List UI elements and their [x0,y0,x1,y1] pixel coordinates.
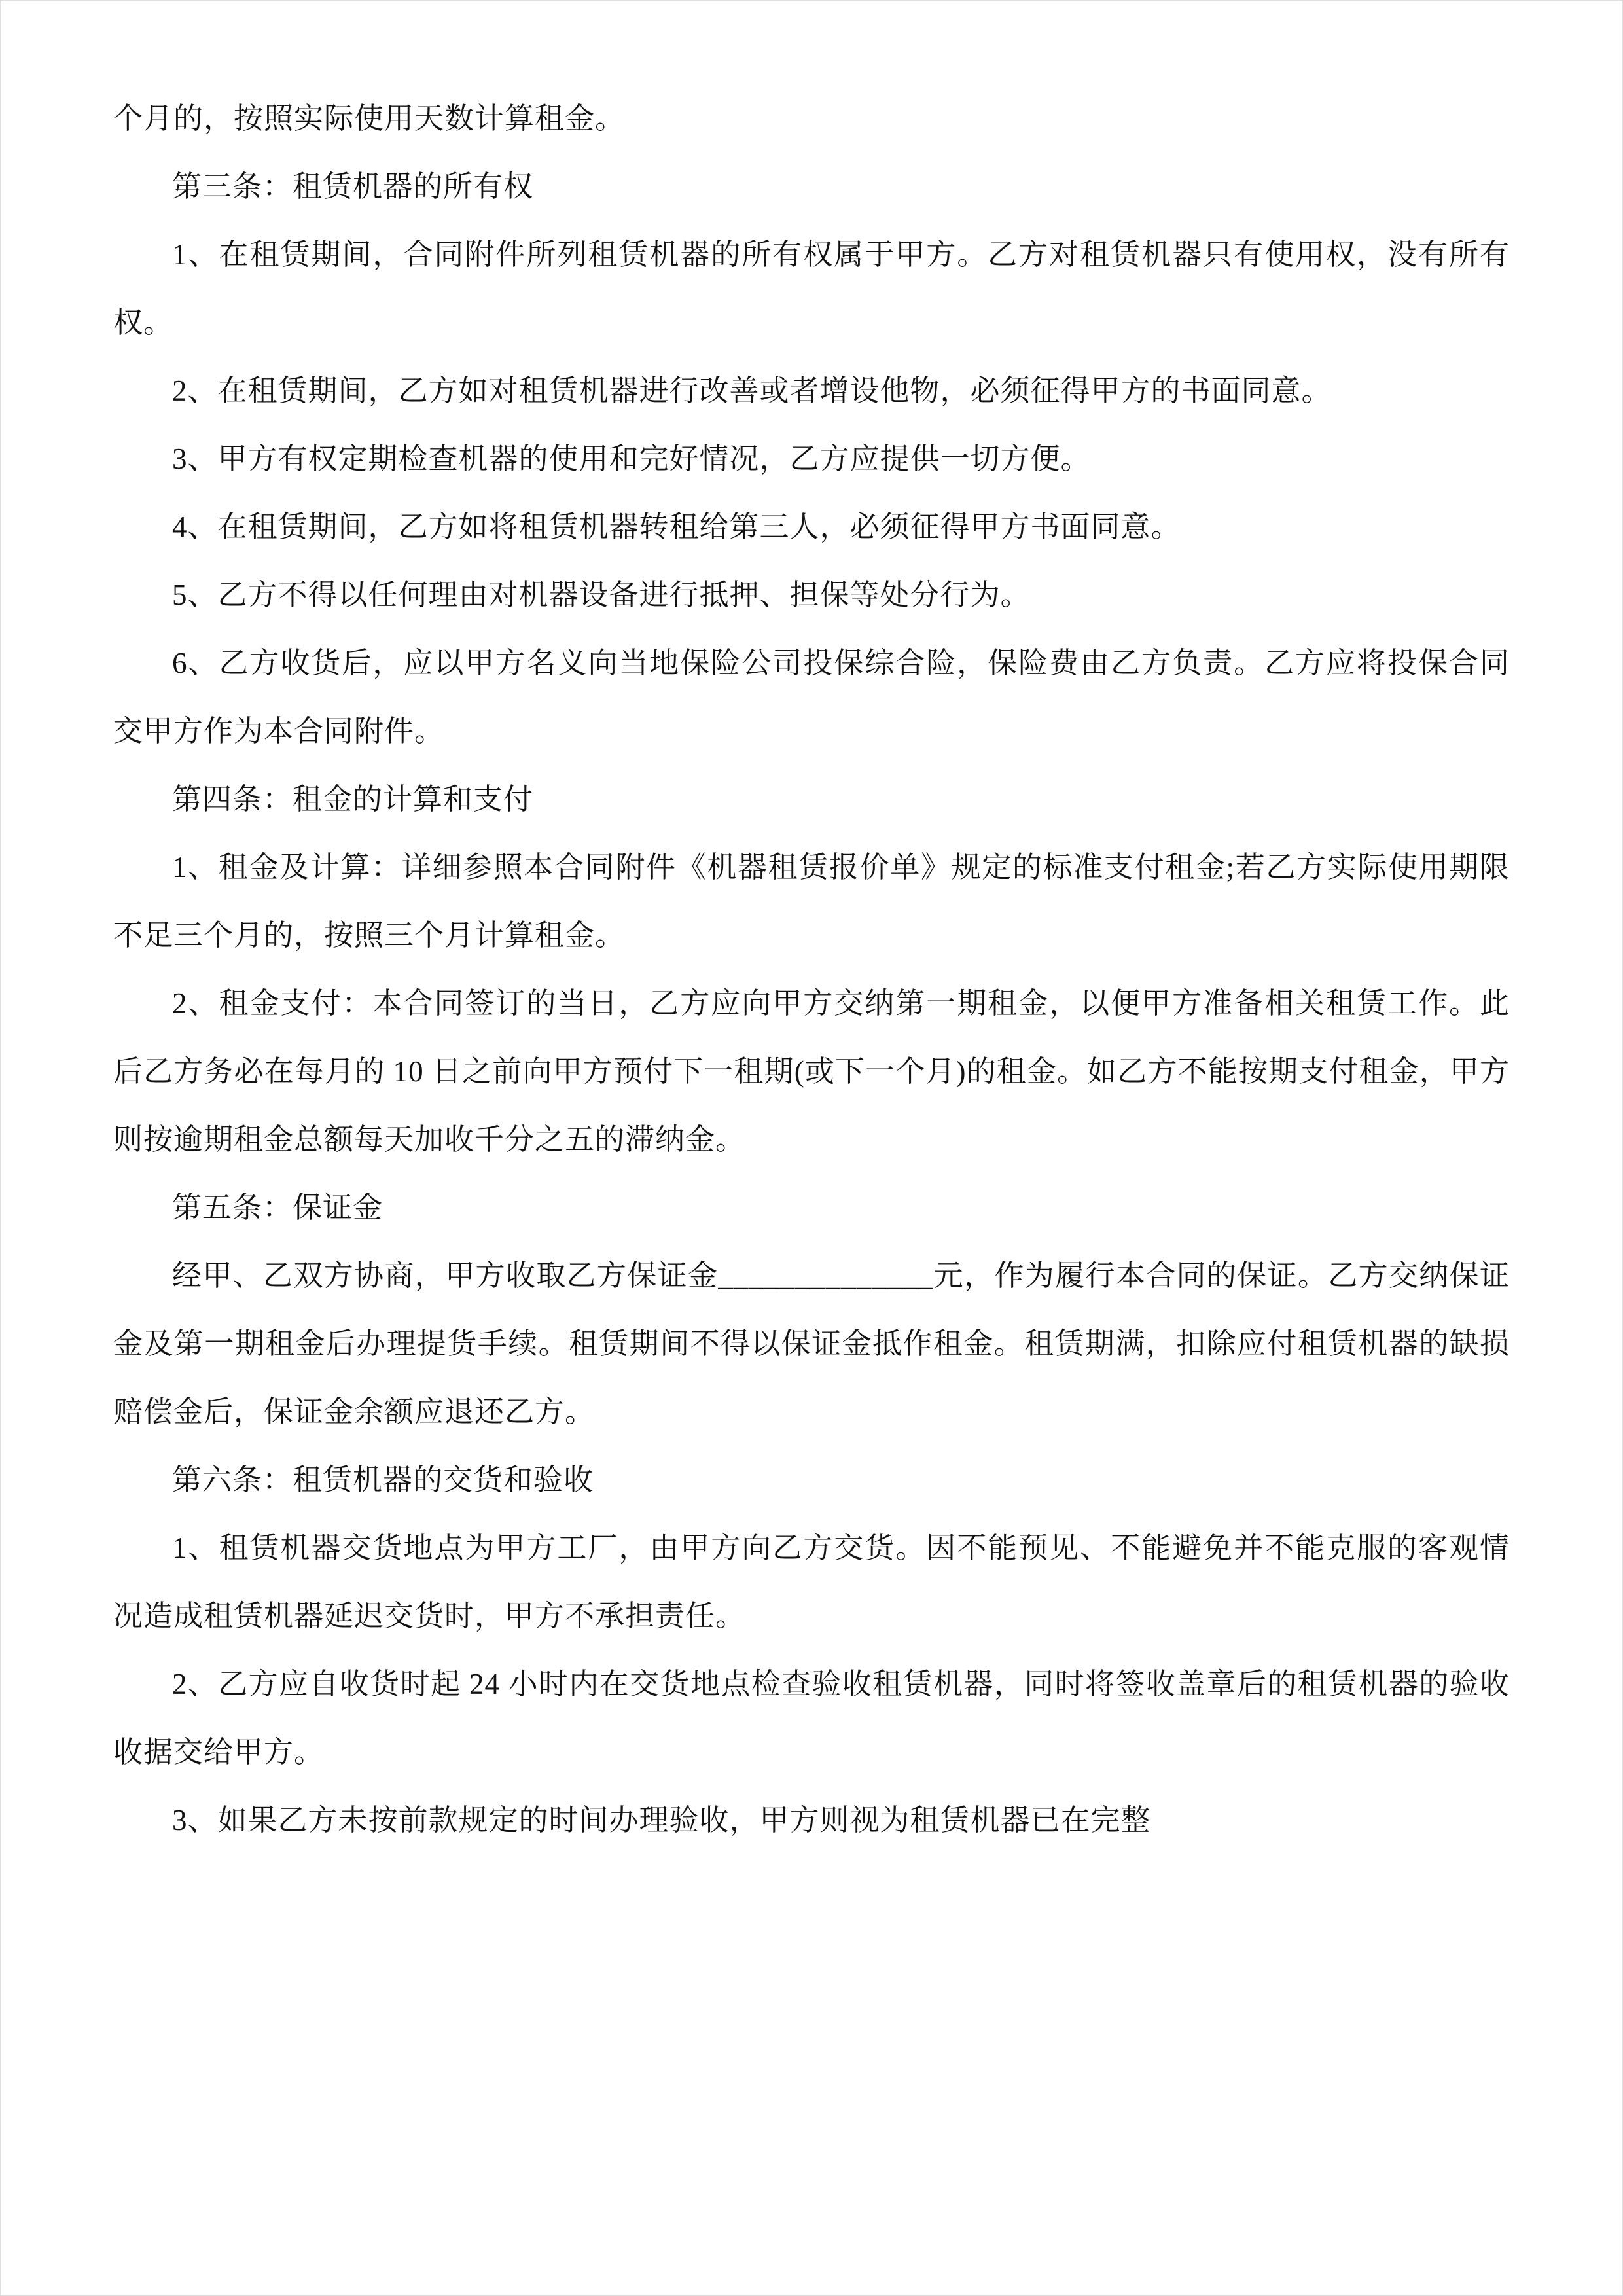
contract-paragraph: 2、乙方应自收货时起 24 小时内在交货地点检查验收租赁机器，同时将签收盖章后的租赁机器的验收收据交给甲方。 [113,1668,1510,1768]
section-heading-article-6: 第六条：租赁机器的交货和验收 [172,1463,594,1496]
contract-paragraph: 3、甲方有权定期检查机器的使用和完好情况，乙方应提供一切方便。 [172,442,1091,475]
contract-paragraph: 5、乙方不得以任何理由对机器设备进行抵押、担保等处分行为。 [172,579,1031,611]
contract-paragraph-continuation: 个月的，按照实际使用天数计算租金。 [113,102,626,135]
contract-paragraph-with-blank-field: 经甲、乙双方协商，甲方收取乙方保证金______________元，作为履行本合同的保证。乙方交纳保证金及第一期租金后办理提货手续。租赁期间不得以保证金抵作租金。租赁期满，扣除应付租赁机器的缺损赔偿金后，保证金余额应退还乙方。 [113,1259,1510,1428]
contract-paragraph: 3、如果乙方未按前款规定的时间办理验收，甲方则视为租赁机器已在完整 [172,1804,1151,1837]
contract-paragraph: 2、租金支付：本合同签订的当日，乙方应向甲方交纳第一期租金，以便甲方准备相关租赁工作。此后乙方务必在每月的 10 日之前向甲方预付下一租期(或下一个月)的租金。如乙方不能按期支付租金，甲方则按逾期租金总额每天加收千分之五的滞纳金。 [113,987,1510,1156]
contract-paragraph: 1、租赁机器交货地点为甲方工厂，由甲方向乙方交货。因不能预见、不能避免并不能克服的客观情况造成租赁机器延迟交货时，甲方不承担责任。 [113,1532,1510,1632]
contract-text-block [113,84,1510,1854]
contract-paragraph: 1、租金及计算：详细参照本合同附件《机器租赁报价单》规定的标准支付租金;若乙方实际使用期限不足三个月的，按照三个月计算租金。 [113,851,1510,952]
section-heading-article-5: 第五条：保证金 [172,1191,383,1224]
section-heading-article-3: 第三条：租赁机器的所有权 [172,170,534,203]
contract-paragraph: 1、在租赁期间，合同附件所列租赁机器的所有权属于甲方。乙方对租赁机器只有使用权，没有所有权。 [113,238,1510,339]
contract-paragraph: 2、在租赁期间，乙方如对租赁机器进行改善或者增设他物，必须征得甲方的书面同意。 [172,374,1332,407]
contract-paragraph: 4、在租赁期间，乙方如将租赁机器转租给第三人，必须征得甲方书面同意。 [172,511,1181,543]
section-heading-article-4: 第四条：租金的计算和支付 [172,783,534,816]
contract-paragraph: 6、乙方收货后，应以甲方名义向当地保险公司投保综合险，保险费由乙方负责。乙方应将投保合同交甲方作为本合同附件。 [113,647,1510,747]
